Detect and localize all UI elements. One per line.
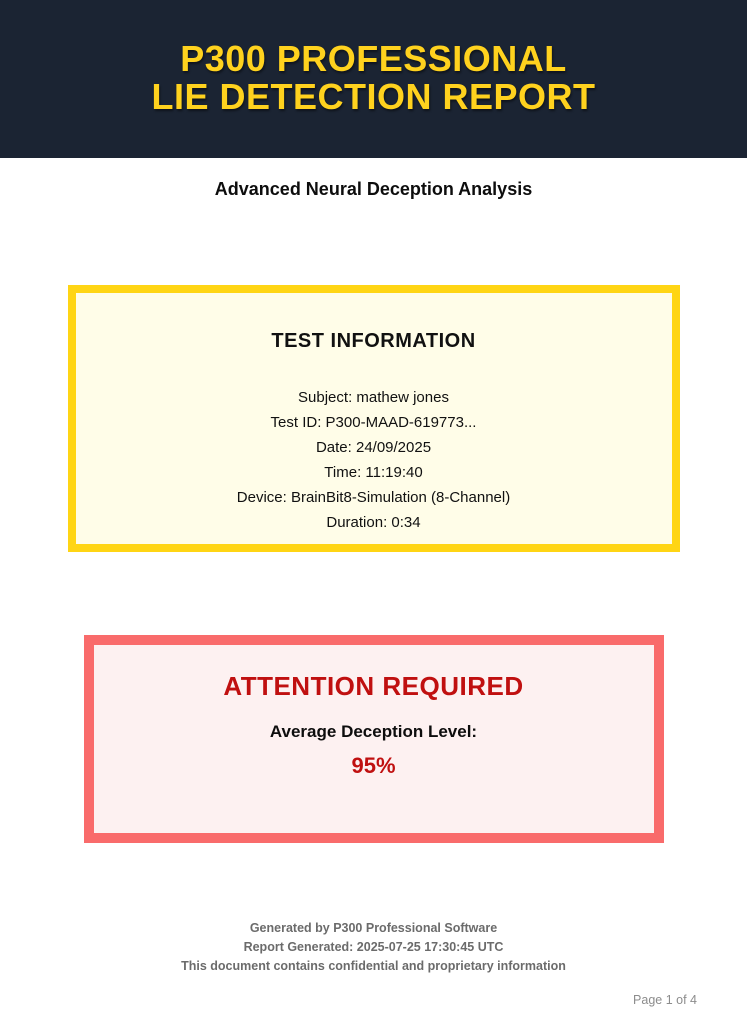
test-info-line-device: Device: BrainBit8-Simulation (8-Channel) — [236, 489, 511, 506]
test-info-line-time: Time: 11:19:40 — [324, 464, 423, 481]
attention-box — [84, 635, 664, 843]
test-info-line-date: Date: 24/09/2025 — [315, 439, 432, 456]
deception-level-value: 95% — [351, 753, 396, 778]
test-info-lines — [76, 385, 672, 535]
deception-level-label: Average Deception Level: — [269, 722, 478, 741]
report-subtitle: Advanced Neural Deception Analysis — [214, 179, 533, 199]
test-info-line-subject: Subject: mathew jones — [298, 389, 449, 406]
report-header — [0, 0, 747, 158]
footer-line-confidential: This document contains confidential and proprietary information — [181, 959, 566, 973]
footer-line-generated-by: Generated by P300 Professional Software — [249, 921, 498, 935]
test-info-box — [68, 285, 680, 552]
report-footer — [0, 919, 747, 976]
page-indicator: Page 1 of 4 — [633, 993, 697, 1007]
footer-line-report-generated: Report Generated: 2025-07-25 17:30:45 UTC — [243, 940, 504, 954]
test-info-line-duration: Duration: 0:34 — [326, 514, 421, 531]
test-info-heading: TEST INFORMATION — [271, 330, 476, 352]
test-info-line-test-id: Test ID: P300-MAAD-619773... — [270, 414, 477, 431]
attention-heading: ATTENTION REQUIRED — [223, 671, 524, 701]
report-title-line-2: LIE DETECTION REPORT — [151, 76, 596, 117]
report-title-line-1: P300 PROFESSIONAL — [180, 38, 567, 79]
